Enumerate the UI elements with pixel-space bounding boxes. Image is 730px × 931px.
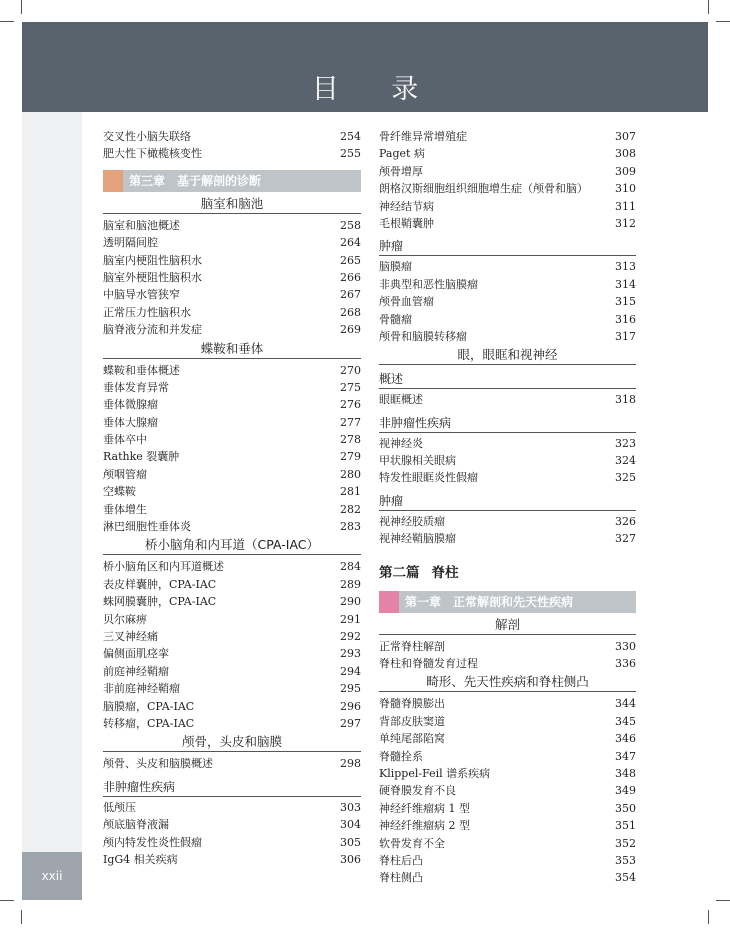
- toc-entry[interactable]: [379, 655, 636, 672]
- toc-entry-page: 291: [340, 612, 361, 626]
- toc-entry-page: 325: [615, 471, 636, 485]
- toc-entry-title: 垂体大腺瘤: [103, 415, 158, 429]
- toc-entry-title: 神经纤维瘤病 1 型: [379, 801, 470, 815]
- toc-entry[interactable]: [379, 198, 636, 215]
- toc-entry-title: 神经结节病: [379, 199, 434, 213]
- toc-entry-title: 表皮样囊肿，CPA-IAC: [103, 577, 217, 591]
- toc-entry[interactable]: [103, 396, 361, 413]
- toc-entry[interactable]: [379, 513, 636, 530]
- toc-entry[interactable]: [379, 328, 636, 345]
- toc-entry-title: 贝尔麻痹: [103, 612, 147, 626]
- toc-entry[interactable]: [103, 645, 361, 662]
- toc-entry-title: Paget 病: [379, 147, 425, 161]
- toc-entry-page: 316: [615, 312, 636, 326]
- toc-entry[interactable]: [379, 852, 636, 869]
- crop-mark: [21, 0, 22, 14]
- toc-entry-title: 视神经胶质瘤: [379, 514, 445, 528]
- toc-entry-page: 275: [340, 380, 361, 394]
- toc-entry[interactable]: [379, 817, 636, 834]
- toc-entry[interactable]: [103, 128, 361, 145]
- toc-entry-title: 颅骨和脑膜转移瘤: [379, 329, 467, 343]
- toc-entry-page: 254: [340, 130, 361, 143]
- toc-entry-page: 345: [615, 714, 636, 728]
- subsection-heading: 肿瘤: [379, 238, 636, 256]
- toc-entry-title: 蛛网膜囊肿，CPA-IAC: [103, 595, 217, 609]
- toc-entry-title: 偏侧面肌痉挛: [103, 647, 169, 661]
- toc-entry-title: 单纯尾部陷窝: [379, 732, 445, 746]
- toc-entry-page: 296: [340, 699, 361, 713]
- toc-entry-page: 310: [615, 182, 636, 196]
- toc-entry-title: 透明隔间腔: [103, 236, 158, 250]
- toc-entry-page: 307: [615, 130, 636, 143]
- toc-entry[interactable]: [103, 576, 361, 593]
- toc-entry-page: 276: [340, 398, 361, 412]
- toc-entry-title: 骨纤维异常增殖症: [379, 130, 467, 143]
- toc-entry-title: 前庭神经鞘瘤: [103, 664, 169, 678]
- chapter-label: 第一章 正常解剖和先天性疾病: [405, 595, 574, 610]
- toc-entry-page: 294: [340, 664, 361, 678]
- chapter-marker: [379, 591, 399, 613]
- subsection-heading: 非肿瘤性疾病: [103, 779, 361, 797]
- toc-entry-title: 交叉性小脑失联络: [103, 130, 191, 143]
- toc-entry-page: 268: [340, 305, 361, 319]
- toc-entry[interactable]: [379, 215, 636, 232]
- toc-entry[interactable]: [103, 698, 361, 715]
- toc-entry[interactable]: [103, 466, 361, 483]
- toc-entry-title: 垂体微腺瘤: [103, 398, 158, 412]
- toc-entry-page: 277: [340, 415, 361, 429]
- toc-entry-page: 293: [340, 647, 361, 661]
- toc-entry-title: 背部皮肤窦道: [379, 714, 445, 728]
- toc-entry-page: 303: [340, 800, 361, 814]
- toc-entry-title: 颅底脑脊液漏: [103, 818, 169, 832]
- toc-entry-page: 258: [340, 218, 361, 232]
- chapter-heading: [103, 170, 361, 192]
- toc-entry-page: 278: [340, 433, 361, 447]
- crop-mark: [716, 21, 730, 22]
- toc-entry[interactable]: [103, 518, 361, 535]
- toc-entry-title: IgG4 相关疾病: [103, 852, 178, 866]
- toc-entry-page: 314: [615, 277, 636, 291]
- toc-entry[interactable]: [379, 765, 636, 782]
- crop-mark: [0, 21, 14, 22]
- toc-entry-title: 毛根鞘囊肿: [379, 216, 434, 230]
- page-title: 目 录: [311, 74, 441, 105]
- part-label: 脊柱: [431, 564, 459, 581]
- toc-entry[interactable]: [103, 483, 361, 500]
- toc-entry[interactable]: [103, 501, 361, 518]
- toc-entry-title: 朗格汉斯细胞组织细胞增生症（颅骨和脑）: [379, 182, 588, 196]
- toc-entry-title: 垂体增生: [103, 502, 147, 516]
- toc-entry-title: 脑膜瘤，CPA-IAC: [103, 699, 195, 713]
- toc-entry-page: 269: [340, 323, 361, 337]
- toc-entry[interactable]: [379, 311, 636, 328]
- toc-entry[interactable]: [103, 379, 361, 396]
- toc-entry-page: 348: [615, 766, 636, 780]
- toc-entry[interactable]: [379, 293, 636, 310]
- toc-entry-page: 327: [615, 532, 636, 546]
- section-heading: 畸形、先天性疾病和脊柱侧凸: [379, 673, 636, 692]
- toc-entry-page: 290: [340, 595, 361, 609]
- subsection-heading: 非肿瘤性疾病: [379, 415, 636, 433]
- crop-mark: [0, 900, 14, 901]
- toc-entry[interactable]: [103, 755, 361, 772]
- toc-right-column: [379, 128, 636, 887]
- toc-entry-title: 蝶鞍和垂体概述: [103, 363, 180, 377]
- toc-entry-title: 垂体发育异常: [103, 380, 169, 394]
- toc-entry-title: Rathke 裂囊肿: [103, 450, 180, 464]
- toc-entry-title: 脑膜瘤: [379, 260, 412, 274]
- toc-entry[interactable]: [103, 593, 361, 610]
- toc-entry-title: Klippel-Feil 谱系疾病: [379, 766, 491, 780]
- toc-entry[interactable]: [379, 638, 636, 655]
- toc-entry-page: 351: [615, 819, 636, 833]
- toc-entry-title: 垂体卒中: [103, 433, 147, 447]
- margin-strip: [22, 112, 82, 852]
- toc-entry-page: 297: [340, 716, 361, 730]
- toc-entry[interactable]: [379, 782, 636, 799]
- toc-entry-page: 289: [340, 577, 361, 591]
- toc-entry[interactable]: [103, 799, 361, 816]
- chapter-marker: [103, 170, 123, 192]
- toc-entry-title: 视神经鞘脑膜瘤: [379, 532, 456, 546]
- page-number: xxii: [22, 852, 82, 900]
- toc-entry-page: 350: [615, 801, 636, 815]
- toc-entry-page: 309: [615, 164, 636, 178]
- toc-entry[interactable]: [379, 469, 636, 486]
- toc-entry-title: 神经纤维瘤病 2 型: [379, 819, 470, 833]
- toc-left-column: [103, 128, 361, 868]
- toc-entry[interactable]: [103, 321, 361, 338]
- chapter-label: 第三章 基于解剖的诊断: [129, 174, 262, 189]
- toc-entry-title: 硬脊膜发育不良: [379, 784, 456, 798]
- toc-entry-title: 脊柱侧凸: [379, 871, 423, 885]
- toc-entry-page: 266: [340, 270, 361, 284]
- toc-entry[interactable]: [103, 663, 361, 680]
- toc-entry-page: 312: [615, 216, 636, 230]
- section-heading: 蝶鞍和垂体: [103, 340, 361, 359]
- toc-entry[interactable]: [379, 869, 636, 886]
- toc-entry[interactable]: [103, 816, 361, 833]
- toc-entry-title: 脑室内梗阻性脑积水: [103, 253, 202, 267]
- toc-entry[interactable]: [379, 163, 636, 180]
- toc-entry[interactable]: [103, 234, 361, 251]
- toc-entry[interactable]: [379, 695, 636, 712]
- toc-entry[interactable]: [379, 835, 636, 852]
- toc-entry[interactable]: [103, 834, 361, 851]
- toc-entry-page: 324: [615, 454, 636, 468]
- section-heading: 桥小脑角和内耳道（CPA-IAC）: [103, 536, 361, 555]
- toc-entry[interactable]: [103, 431, 361, 448]
- toc-entry-page: 255: [340, 147, 361, 161]
- toc-entry[interactable]: [379, 145, 636, 162]
- toc-entry-title: 脊柱和脊髓发育过程: [379, 657, 478, 671]
- toc-entry-page: 347: [615, 749, 636, 763]
- toc-entry-title: 颅咽管瘤: [103, 467, 147, 481]
- toc-entry-title: 颅内特发性炎性假瘤: [103, 835, 202, 849]
- toc-entry-title: 颅骨、头皮和脑膜概述: [103, 757, 213, 771]
- toc-entry-title: 眼眶概述: [379, 393, 423, 407]
- toc-entry-title: 肥大性下橄榄核变性: [103, 147, 202, 161]
- toc-entry-title: 颅骨血管瘤: [379, 295, 434, 309]
- section-heading: 颅骨，头皮和脑膜: [103, 733, 361, 752]
- toc-entry[interactable]: [103, 611, 361, 628]
- toc-entry[interactable]: [103, 628, 361, 645]
- toc-entry-page: 270: [340, 363, 361, 377]
- toc-entry-title: 脊柱后凸: [379, 853, 423, 867]
- crop-mark: [708, 0, 709, 14]
- toc-entry[interactable]: [379, 800, 636, 817]
- toc-entry[interactable]: [103, 362, 361, 379]
- toc-entry-title: 淋巴细胞性垂体炎: [103, 520, 191, 534]
- toc-entry-page: 298: [340, 757, 361, 771]
- subsection-heading: 肿瘤: [379, 493, 636, 511]
- toc-entry-title: 中脑导水管狭窄: [103, 288, 180, 302]
- toc-entry[interactable]: [379, 128, 636, 145]
- toc-entry-page: 308: [615, 147, 636, 161]
- toc-entry-title: 脊髓拴系: [379, 749, 423, 763]
- toc-entry[interactable]: [379, 452, 636, 469]
- toc-entry-page: 279: [340, 450, 361, 464]
- toc-entry-page: 313: [615, 260, 636, 274]
- toc-entry-title: 脊髓脊膜膨出: [379, 697, 445, 711]
- toc-entry[interactable]: [103, 851, 361, 868]
- toc-entry-page: 336: [615, 657, 636, 671]
- section-heading: 解剖: [379, 616, 636, 635]
- toc-entry-page: 330: [615, 639, 636, 653]
- part-heading: [379, 562, 636, 584]
- toc-entry-title: 脑脊液分流和并发症: [103, 323, 202, 337]
- toc-entry[interactable]: [379, 258, 636, 275]
- toc-entry[interactable]: [103, 558, 361, 575]
- toc-entry-title: 桥小脑角区和内耳道概述: [103, 560, 224, 574]
- section-heading: 眼，眼眶和视神经: [379, 346, 636, 365]
- toc-entry[interactable]: [103, 269, 361, 286]
- toc-entry[interactable]: [103, 304, 361, 321]
- toc-entry-page: 304: [340, 818, 361, 832]
- toc-entry[interactable]: [379, 391, 636, 408]
- toc-entry-page: 346: [615, 732, 636, 746]
- toc-entry-page: 267: [340, 288, 361, 302]
- toc-entry-page: 265: [340, 253, 361, 267]
- toc-entry-title: 脑室外梗阻性脑积水: [103, 270, 202, 284]
- toc-entry-title: 三叉神经痛: [103, 629, 158, 643]
- toc-entry-page: 264: [340, 236, 361, 250]
- toc-entry[interactable]: [103, 448, 361, 465]
- subsection-heading: 概述: [379, 371, 636, 389]
- toc-entry-title: 正常压力性脑积水: [103, 305, 191, 319]
- toc-entry-page: 292: [340, 629, 361, 643]
- section-heading: 脑室和脑池: [103, 195, 361, 214]
- toc-entry-title: 非前庭神经鞘瘤: [103, 682, 180, 696]
- toc-entry[interactable]: [103, 715, 361, 732]
- toc-entry-title: 甲状腺相关眼病: [379, 454, 456, 468]
- toc-entry[interactable]: [103, 217, 361, 234]
- toc-entry-title: 低颅压: [103, 800, 136, 814]
- toc-entry[interactable]: [379, 435, 636, 452]
- toc-entry-page: 306: [340, 852, 361, 866]
- chapter-heading: [379, 591, 636, 613]
- toc-entry-page: 281: [340, 485, 361, 499]
- toc-entry-title: 转移瘤，CPA-IAC: [103, 716, 195, 730]
- toc-entry[interactable]: [103, 286, 361, 303]
- toc-entry-page: 317: [615, 329, 636, 343]
- toc-entry[interactable]: [103, 414, 361, 431]
- toc-entry-page: 280: [340, 467, 361, 481]
- toc-entry[interactable]: [379, 730, 636, 747]
- toc-entry[interactable]: [379, 530, 636, 547]
- toc-entry[interactable]: [379, 180, 636, 197]
- toc-entry-title: 特发性眼眶炎性假瘤: [379, 471, 478, 485]
- toc-entry-page: 326: [615, 514, 636, 528]
- toc-entry-page: 311: [615, 199, 636, 213]
- toc-entry-title: 非典型和恶性脑膜瘤: [379, 277, 478, 291]
- toc-entry[interactable]: [379, 748, 636, 765]
- crop-mark: [21, 910, 22, 924]
- toc-entry-title: 脑室和脑池概述: [103, 218, 180, 232]
- toc-entry-title: 空蝶鞍: [103, 485, 136, 499]
- toc-entry-page: 305: [340, 835, 361, 849]
- toc-entry-page: 283: [340, 520, 361, 534]
- toc-entry-page: 353: [615, 853, 636, 867]
- part-number: 第二篇: [379, 564, 420, 581]
- toc-entry-page: 352: [615, 836, 636, 850]
- crop-mark: [716, 900, 730, 901]
- toc-entry-page: 282: [340, 502, 361, 516]
- toc-entry[interactable]: [379, 276, 636, 293]
- toc-entry-title: 正常脊柱解剖: [379, 639, 445, 653]
- toc-entry-title: 软骨发育不全: [379, 836, 445, 850]
- toc-entry[interactable]: [379, 713, 636, 730]
- toc-entry-page: 315: [615, 295, 636, 309]
- crop-mark: [708, 910, 709, 924]
- toc-entry-title: 骨髓瘤: [379, 312, 412, 326]
- toc-entry[interactable]: [103, 680, 361, 697]
- toc-entry-title: 视神经炎: [379, 436, 423, 450]
- toc-entry-page: 295: [340, 682, 361, 696]
- toc-entry[interactable]: [103, 252, 361, 269]
- toc-entry-title: 颅骨增厚: [379, 164, 423, 178]
- toc-entry-page: 344: [615, 697, 636, 711]
- toc-entry-page: 284: [340, 560, 361, 574]
- toc-entry-page: 349: [615, 784, 636, 798]
- toc-entry-page: 323: [615, 436, 636, 450]
- toc-entry-page: 354: [615, 871, 636, 885]
- toc-entry[interactable]: [103, 145, 361, 162]
- toc-entry-page: 318: [615, 393, 636, 407]
